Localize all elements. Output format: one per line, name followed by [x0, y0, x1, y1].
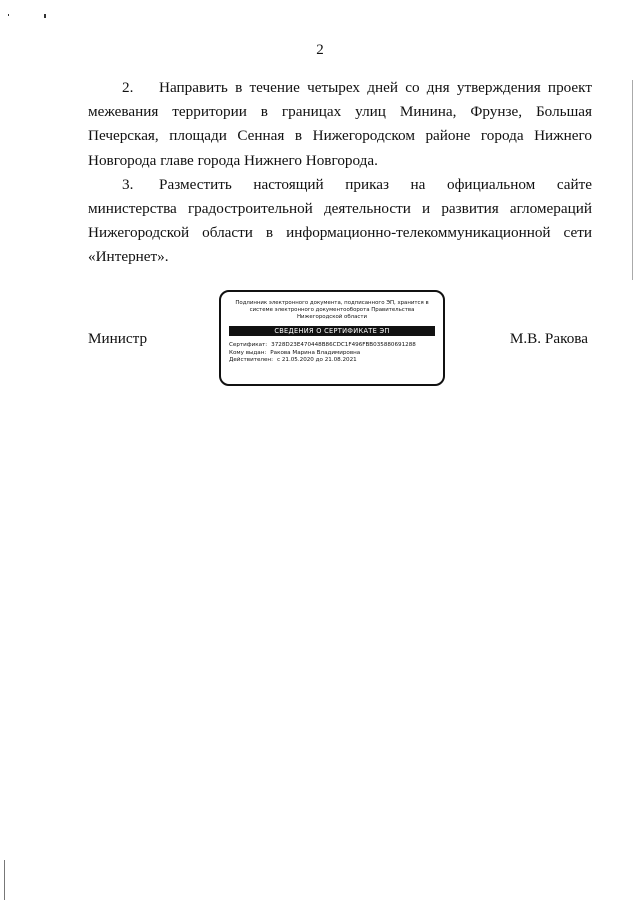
stamp-details: [229, 342, 443, 365]
signer-name: М.В. Ракова: [509, 330, 588, 347]
paragraph-2: [88, 76, 592, 173]
paragraph-3: [88, 173, 592, 270]
scan-mark: [8, 14, 9, 16]
scan-edge-line: [4, 860, 5, 900]
stamp-value: с 21.05.2020 до 21.08.2021: [276, 357, 357, 364]
stamp-row-certificate: [229, 342, 443, 350]
scan-edge-line: [632, 80, 633, 280]
stamp-notice: Подлинник электронного документа, подписанного ЭП, хранится в системе электронного документооборота Правительства Нижегородской области: [235, 300, 429, 320]
signature-block: [88, 290, 592, 390]
stamp-label: Кому выдан:: [229, 349, 267, 356]
paragraph-text: Разместить настоящий приказ на официальном сайте министерства градостроительной деятельности и развития агломераций Нижегородской области в информационно-телекоммуникационной сети «Интернет».: [88, 175, 592, 266]
document-body: [88, 76, 592, 270]
stamp-header: СВЕДЕНИЯ О СЕРТИФИКАТЕ ЭП: [229, 326, 435, 336]
stamp-label: Сертификат:: [229, 342, 268, 348]
stamp-label: Действителен:: [229, 357, 273, 364]
paragraph-text: Направить в течение четырех дней со дня утверждения проект межевания территории в границах улиц Минина, Фрунзе, Большая Печерская, площади Сенная в Нижегородском районе города Нижнего Новгорода главе города Нижнего Новгорода.: [88, 79, 592, 169]
e-signature-stamp: [219, 290, 445, 386]
scan-mark: [44, 14, 46, 18]
stamp-value: Ракова Марина Владимировна: [270, 349, 361, 356]
stamp-row-validity: [229, 357, 443, 365]
paragraph-number: 2.: [122, 79, 134, 96]
paragraph-number: 3.: [122, 175, 134, 193]
stamp-value: 3728D23E470448B86CDC1F496FBB035880691288: [271, 342, 416, 348]
page-number: 2: [316, 42, 324, 58]
signer-title: Министр: [88, 330, 148, 347]
